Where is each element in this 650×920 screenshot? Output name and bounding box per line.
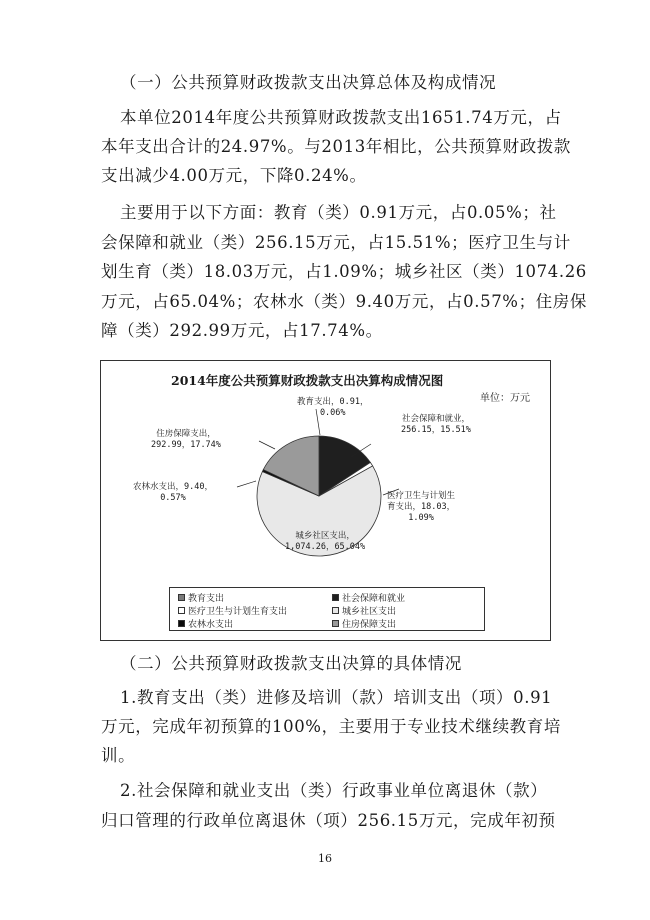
legend-swatch — [332, 620, 339, 627]
legend-swatch — [332, 607, 339, 614]
legend-swatch — [178, 607, 185, 614]
data-label-education: 教育支出，0.91， 0.06% — [297, 397, 369, 418]
chart-legend — [169, 587, 485, 631]
data-label-health: 医疗卫生与计划生 育支出，18.03， 1.09% — [387, 491, 456, 523]
pie-chart-frame — [100, 360, 551, 641]
chart-title: 2014年度公共预算财政拨款支出决算构成情况图 — [171, 373, 444, 388]
legend-item: 社会保障和就业 — [332, 591, 405, 604]
data-label-urban: 城乡社区支出， 1,074.26，65.04% — [285, 531, 366, 552]
paragraph-line: 本年支出合计的24.97%。与2013年相比，公共预算财政拨款 — [101, 137, 572, 156]
paragraph-line: 划生育（类）18.03万元，占1.09%；城乡社区（类）1074.26 — [101, 262, 587, 281]
paragraph-line: 障（类）292.99万元，占17.74%。 — [101, 321, 383, 340]
paragraph-line: 会保障和就业（类）256.15万元，占15.51%；医疗卫生与计 — [101, 233, 571, 252]
paragraph-line: 支出减少4.00万元，下降0.24%。 — [101, 166, 367, 185]
legend-item: 农林水支出 — [178, 617, 233, 630]
legend-swatch — [178, 620, 185, 627]
data-label-housing: 住房保障支出， 292.99，17.74% — [151, 429, 221, 450]
legend-swatch — [178, 594, 185, 601]
paragraph-line: 本单位2014年度公共预算财政拨款支出1651.74万元，占 — [120, 108, 562, 127]
paragraph-line: 万元，占65.04%；农林水（类）9.40万元，占0.57%；住房保 — [101, 292, 587, 311]
paragraph-line: 万元，完成年初预算的100%，主要用于专业技术继续教育培 — [101, 717, 561, 736]
chart-unit: 单位：万元 — [480, 393, 530, 404]
section-heading-1: （一）公共预算财政拨款支出决算总体及构成情况 — [120, 73, 497, 92]
legend-item: 医疗卫生与计划生育支出 — [178, 604, 287, 617]
data-label-agriculture: 农林水支出，9.40， 0.57% — [133, 482, 213, 503]
legend-item: 教育支出 — [178, 591, 224, 604]
section-heading-2: （二）公共预算财政拨款支出决算的具体情况 — [120, 654, 462, 673]
page-number: 16 — [318, 852, 332, 865]
data-label-social-security: 社会保障和就业， 256.15，15.51% — [401, 414, 471, 435]
paragraph-line: 2.社会保障和就业支出（类）行政事业单位离退休（款） — [120, 781, 548, 800]
paragraph-line: 主要用于以下方面：教育（类）0.91万元，占0.05%；社 — [120, 203, 557, 222]
legend-item: 城乡社区支出 — [332, 604, 396, 617]
paragraph-line: 训。 — [101, 746, 136, 765]
legend-item: 住房保障支出 — [332, 617, 396, 630]
legend-swatch — [332, 594, 339, 601]
paragraph-line: 归口管理的行政单位离退休（项）256.15万元，完成年初预 — [101, 811, 556, 830]
paragraph-line: 1.教育支出（类）进修及培训（款）培训支出（项）0.91 — [120, 688, 553, 707]
